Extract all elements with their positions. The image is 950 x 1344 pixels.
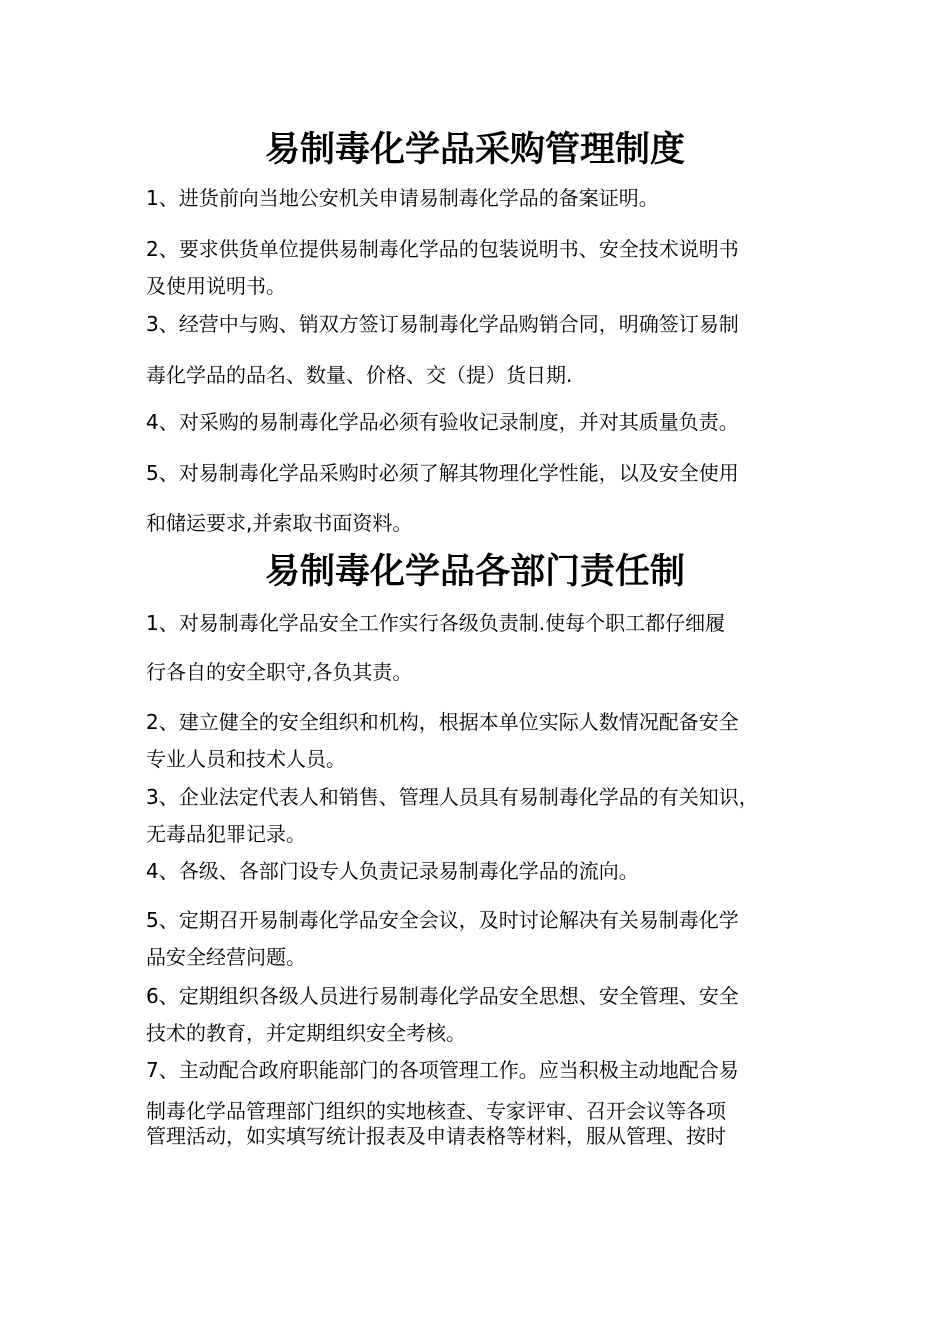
procurement-line-8: 和储运要求,并索取书面资料。: [146, 511, 413, 535]
responsibility-line-9: 品安全经营问题。: [146, 945, 306, 969]
section-title-procurement: 易制毒化学品采购管理制度: [264, 129, 685, 170]
responsibility-line-4: 专业人员和技术人员。: [146, 747, 346, 771]
responsibility-line-14: 管理活动，如实填写统计报表及申请表格等材料，服从管理、按时: [146, 1124, 726, 1148]
responsibility-line-10: 6、定期组织各级人员进行易制毒化学品安全思想、安全管理、安全: [146, 984, 739, 1008]
procurement-line-7: 5、对易制毒化学品采购时必须了解其物理化学性能，以及安全使用: [146, 461, 739, 485]
section-title-responsibility: 易制毒化学品各部门责任制: [264, 551, 685, 592]
responsibility-line-6: 无毒品犯罪记录。: [146, 822, 306, 846]
responsibility-line-12: 7、主动配合政府职能部门的各项管理工作。应当积极主动地配合易: [146, 1058, 739, 1082]
responsibility-line-13: 制毒化学品管理部门组织的实地核查、专家评审、召开会议等各项: [146, 1099, 726, 1123]
responsibility-line-11: 技术的教育，并定期组织安全考核。: [146, 1021, 466, 1045]
responsibility-line-2: 行各自的安全职守,各负其责。: [146, 660, 413, 684]
procurement-line-2: 2、要求供货单位提供易制毒化学品的包装说明书、安全技术说明书: [146, 237, 739, 261]
responsibility-line-1: 1、对易制毒化学品安全工作实行各级负责制.使每个职工都仔细履: [146, 611, 726, 635]
responsibility-line-5: 3、企业法定代表人和销售、管理人员具有易制毒化学品的有关知识，: [146, 785, 759, 809]
procurement-line-6: 4、对采购的易制毒化学品必须有验收记录制度，并对其质量负责。: [146, 410, 739, 434]
responsibility-line-7: 4、各级、各部门设专人负责记录易制毒化学品的流向。: [146, 859, 639, 883]
procurement-line-1: 1、进货前向当地公安机关申请易制毒化学品的备案证明。: [146, 186, 659, 210]
responsibility-line-3: 2、建立健全的安全组织和机构，根据本单位实际人数情况配备安全: [146, 710, 739, 734]
procurement-line-3: 及使用说明书。: [146, 274, 286, 298]
procurement-line-4: 3、经营中与购、销双方签订易制毒化学品购销合同，明确签订易制: [146, 312, 739, 336]
responsibility-line-8: 5、定期召开易制毒化学品安全会议，及时讨论解决有关易制毒化学: [146, 908, 739, 932]
procurement-line-5: 毒化学品的品名、数量、价格、交（提）货日期.: [146, 363, 573, 387]
